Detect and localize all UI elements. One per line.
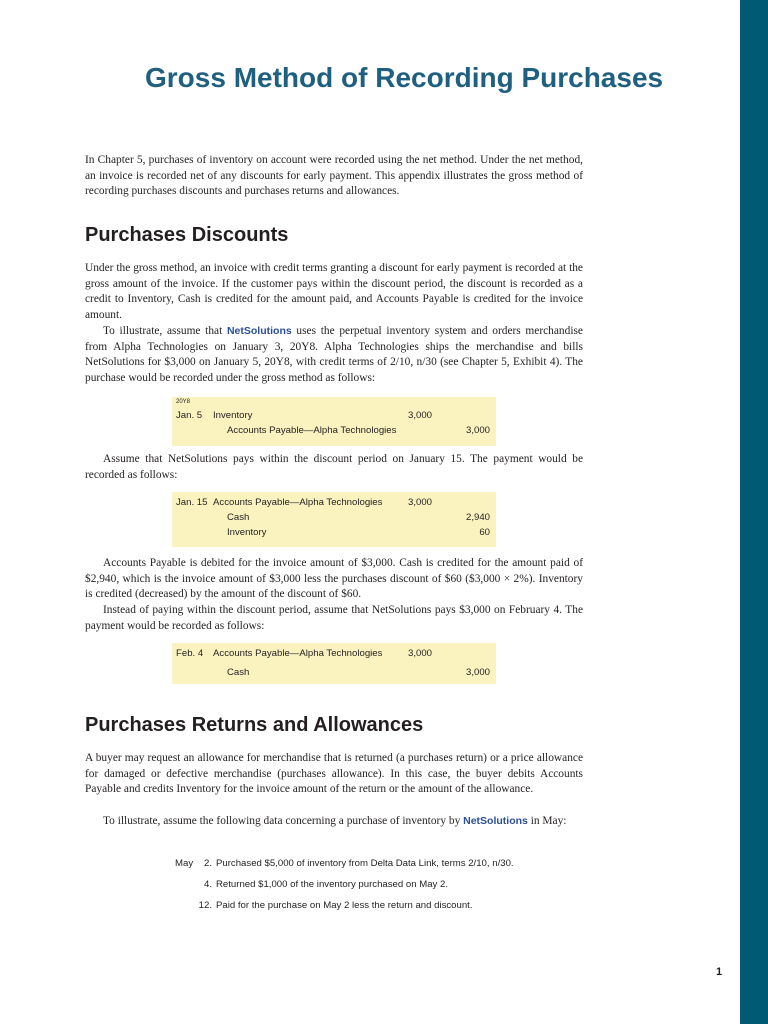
list-text: Purchased $5,000 of inventory from Delta Data Link, terms 2/10, n/30. xyxy=(216,858,514,869)
returns-paragraph-1: A buyer may request an allowance for merchandise that is returned (a purchases return) or a price allowance for damaged or defective merchandise (purchases allowance). In this case, the buyer debits Accounts Payable and credits Inventory for the invoice amount of the return or the amount of the allowance. xyxy=(85,752,583,796)
journal-entry-jan-15 xyxy=(172,492,496,547)
journal-account: Inventory xyxy=(227,527,267,538)
p2-text-start: To illustrate, assume that xyxy=(103,325,227,337)
journal-row xyxy=(172,495,496,510)
journal-year: 20Y8 xyxy=(176,399,191,405)
journal-row xyxy=(172,646,496,665)
list-item xyxy=(172,858,532,879)
list-text: Returned $1,000 of the inventory purchased on May 2. xyxy=(216,879,448,890)
p2-text-end: in May: xyxy=(527,815,567,827)
discounts-paragraph-5: Instead of paying within the discount period, assume that NetSolutions pays $3,000 on February 4. The payment would be recorded as follows: xyxy=(85,604,583,632)
returns-paragraph-2 xyxy=(85,814,583,830)
list-item xyxy=(172,879,532,900)
list-day: 4. xyxy=(203,879,212,890)
journal-credit: 3,000 xyxy=(465,667,490,678)
journal-account: Cash xyxy=(227,667,250,678)
discounts-paragraph-1: Under the gross method, an invoice with credit terms granting a discount for early payment is recorded at the gross amount of the invoice. If the customer pays within the discount period, the discount is recorded as a credit to Inventory, Cash is credited for the amount paid, and Accounts Payable is credited for the invoice amount. xyxy=(85,262,583,322)
journal-debit: 3,000 xyxy=(407,410,432,421)
journal-account: Cash xyxy=(227,512,250,523)
section-heading-returns-allowances: Purchases Returns and Allowances xyxy=(85,714,424,736)
journal-credit: 60 xyxy=(479,527,490,538)
journal-account: Accounts Payable—Alpha Technologies xyxy=(227,425,397,436)
journal-debit: 3,000 xyxy=(407,497,432,508)
intro-paragraph: In Chapter 5, purchases of inventory on account were recorded using the net method. Under the net method, an invoice is recorded net of any discounts for early payment. This appendix illustrates the gross method of recording purchases discounts and purchases returns and allowances. xyxy=(85,154,583,198)
journal-row xyxy=(172,510,496,525)
brand-netsolutions: NetSolutions xyxy=(226,325,292,337)
discounts-paragraph-4: Accounts Payable is debited for the invoice amount of $3,000. Cash is credited for the amount paid of $2,940, which is the invoice amount of $3,000 less the purchases discount of $60 ($3,000 × 2%). Inventory is credited (decreased) by the amount of the discount of $60. xyxy=(85,557,583,601)
list-month: May xyxy=(175,858,194,869)
may-transactions-list xyxy=(172,858,532,921)
brand-netsolutions: NetSolutions xyxy=(463,815,528,827)
journal-credit: 2,940 xyxy=(465,512,490,523)
journal-date: Feb. 4 xyxy=(176,648,204,659)
journal-debit: 3,000 xyxy=(407,648,432,659)
page-number: 1 xyxy=(716,966,723,978)
page-title: Gross Method of Recording Purchases xyxy=(145,62,664,93)
journal-date: Jan. 5 xyxy=(176,410,203,421)
discounts-paragraph-3: Assume that NetSolutions pays within the discount period on January 15. The payment would be recorded as follows: xyxy=(85,453,583,481)
journal-credit: 3,000 xyxy=(465,425,490,436)
list-day: 12. xyxy=(198,900,212,911)
section-heading-purchases-discounts: Purchases Discounts xyxy=(85,224,289,246)
p2-text-start: To illustrate, assume the following data concerning a purchase of inventory by xyxy=(103,815,464,827)
list-day: 2. xyxy=(203,858,212,869)
journal-row xyxy=(172,423,496,438)
journal-row xyxy=(172,408,496,423)
list-text: Paid for the purchase on May 2 less the return and discount. xyxy=(216,900,473,911)
journal-account: Accounts Payable—Alpha Technologies xyxy=(213,497,383,508)
discounts-paragraph-2 xyxy=(85,324,583,387)
list-item xyxy=(172,900,532,921)
journal-entry-feb-4 xyxy=(172,643,496,684)
journal-row xyxy=(172,665,496,680)
journal-entry-jan-5 xyxy=(172,397,496,446)
journal-account: Inventory xyxy=(213,410,253,421)
journal-account: Accounts Payable—Alpha Technologies xyxy=(213,648,383,659)
journal-row xyxy=(172,525,496,540)
journal-date: Jan. 15 xyxy=(176,497,208,508)
p2-text-end: uses the perpetual inventory system and orders merchandise from Alpha Technologies on January 3, 20Y8. Alpha Technologies ships the merchandise and bills NetSolutions for $3,000 on January 5, 20Y8, with credit terms of 2/10, n/30 (see Chapter 5, Exhibit 4). The purchase would be recorded under the gross method as follows: xyxy=(85,325,583,385)
side-bar xyxy=(740,0,768,1024)
